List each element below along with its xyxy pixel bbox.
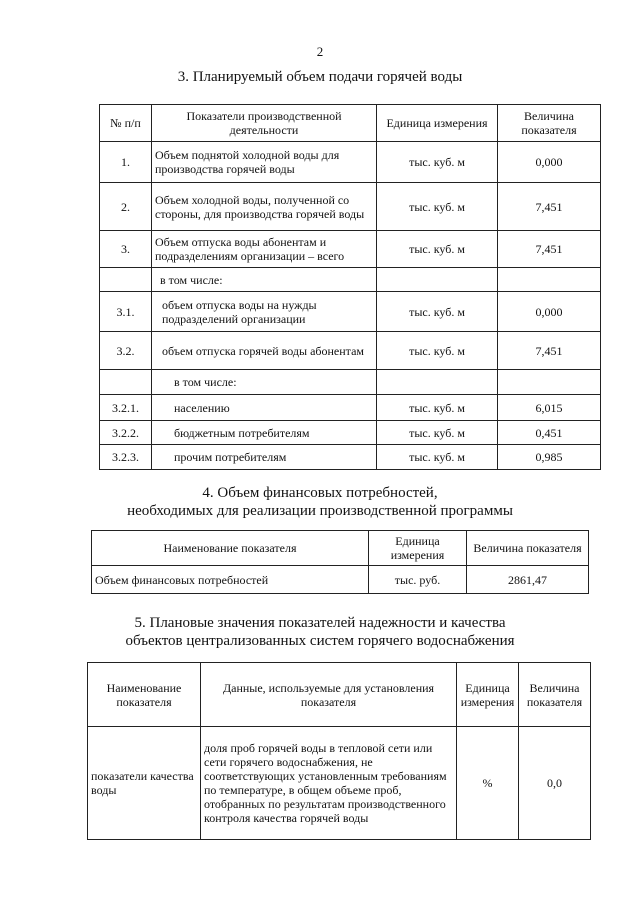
row-value — [498, 370, 601, 395]
table-header-row — [100, 105, 601, 142]
row-label: прочим потребителям — [152, 445, 377, 470]
row-num — [100, 370, 152, 395]
header-unit: Единица измерения — [457, 663, 519, 727]
row-value: 7,451 — [498, 231, 601, 268]
row-unit: тыс. куб. м — [377, 231, 498, 268]
page-number: 2 — [316, 44, 324, 59]
row-unit — [377, 268, 498, 292]
row-unit: тыс. руб. — [369, 566, 467, 594]
row-label: Объем поднятой холодной воды для производства горячей воды — [152, 142, 377, 183]
row-name: показатели качества воды — [88, 727, 201, 840]
row-label: Объем отпуска воды абонентам и подразделениям организации – всего — [152, 231, 377, 268]
table-row — [100, 395, 601, 421]
row-label: в том числе: — [152, 370, 377, 395]
row-value: 7,451 — [498, 183, 601, 231]
row-value: 0,000 — [498, 292, 601, 332]
row-value: 7,451 — [498, 332, 601, 370]
section4-title-line1: 4. Объем финансовых потребностей, — [202, 485, 438, 501]
row-num: 3.1. — [100, 292, 152, 332]
row-unit: тыс. куб. м — [377, 421, 498, 445]
row-name: Объем финансовых потребностей — [92, 566, 369, 594]
row-num: 1. — [100, 142, 152, 183]
header-num: № п/п — [100, 105, 152, 142]
header-name: Наименование показателя — [92, 531, 369, 566]
header-name: Наименование показателя — [88, 663, 201, 727]
row-value: 0,000 — [498, 142, 601, 183]
table-row — [100, 332, 601, 370]
row-unit: тыс. куб. м — [377, 292, 498, 332]
reliability-quality-table — [87, 662, 591, 840]
water-supply-table — [99, 104, 601, 470]
row-value — [498, 268, 601, 292]
table-header-row — [92, 531, 589, 566]
row-unit: % — [457, 727, 519, 840]
header-unit: Единица измерения — [369, 531, 467, 566]
table-row — [100, 292, 601, 332]
header-indicator: Показатели производственной деятельности — [152, 105, 377, 142]
table-row — [100, 445, 601, 470]
row-unit — [377, 370, 498, 395]
header-value: Величина показателя — [498, 105, 601, 142]
row-value: 0,451 — [498, 421, 601, 445]
row-value: 2861,47 — [467, 566, 589, 594]
row-num: 2. — [100, 183, 152, 231]
section3-title: 3. Планируемый объем подачи горячей воды — [177, 69, 463, 85]
row-value: 6,015 — [498, 395, 601, 421]
row-value: 0,985 — [498, 445, 601, 470]
header-unit: Единица измерения — [377, 105, 498, 142]
row-num: 3.2. — [100, 332, 152, 370]
table-header-row — [88, 663, 591, 727]
row-num: 3.2.3. — [100, 445, 152, 470]
row-data: доля проб горячей воды в тепловой сети или сети горячего водоснабжения, не соответствующих установленным требованиям по температуре, в общем объеме проб, отобранных по результатам производственного контроля качества горячей воды — [201, 727, 457, 840]
row-num: 3.2.1. — [100, 395, 152, 421]
row-label: в том числе: — [152, 268, 377, 292]
row-num: 3.2.2. — [100, 421, 152, 445]
row-unit: тыс. куб. м — [377, 332, 498, 370]
header-value: Величина показателя — [519, 663, 591, 727]
row-unit: тыс. куб. м — [377, 142, 498, 183]
header-data: Данные, используемые для установления показателя — [201, 663, 457, 727]
row-label: объем отпуска воды на нужды подразделений организации — [152, 292, 377, 332]
table-row — [88, 727, 591, 840]
row-label: объем отпуска горячей воды абонентам — [152, 332, 377, 370]
row-label: бюджетным потребителям — [152, 421, 377, 445]
row-unit: тыс. куб. м — [377, 395, 498, 421]
header-value: Величина показателя — [467, 531, 589, 566]
section5-title-line1: 5. Плановые значения показателей надежности и качества — [134, 615, 506, 631]
row-label: Объем холодной воды, полученной со стороны, для производства горячей воды — [152, 183, 377, 231]
financial-needs-table — [91, 530, 589, 594]
table-row — [100, 370, 601, 395]
table-row — [100, 183, 601, 231]
row-value: 0,0 — [519, 727, 591, 840]
section5-title-line2: объектов централизованных систем горячего водоснабжения — [125, 633, 515, 649]
row-label: населению — [152, 395, 377, 421]
row-num: 3. — [100, 231, 152, 268]
row-unit: тыс. куб. м — [377, 445, 498, 470]
table-row — [100, 231, 601, 268]
table-row — [92, 566, 589, 594]
table-row — [100, 268, 601, 292]
table-row — [100, 421, 601, 445]
row-unit: тыс. куб. м — [377, 183, 498, 231]
section4-title-line2: необходимых для реализации производственной программы — [127, 503, 513, 519]
row-num — [100, 268, 152, 292]
table-row — [100, 142, 601, 183]
